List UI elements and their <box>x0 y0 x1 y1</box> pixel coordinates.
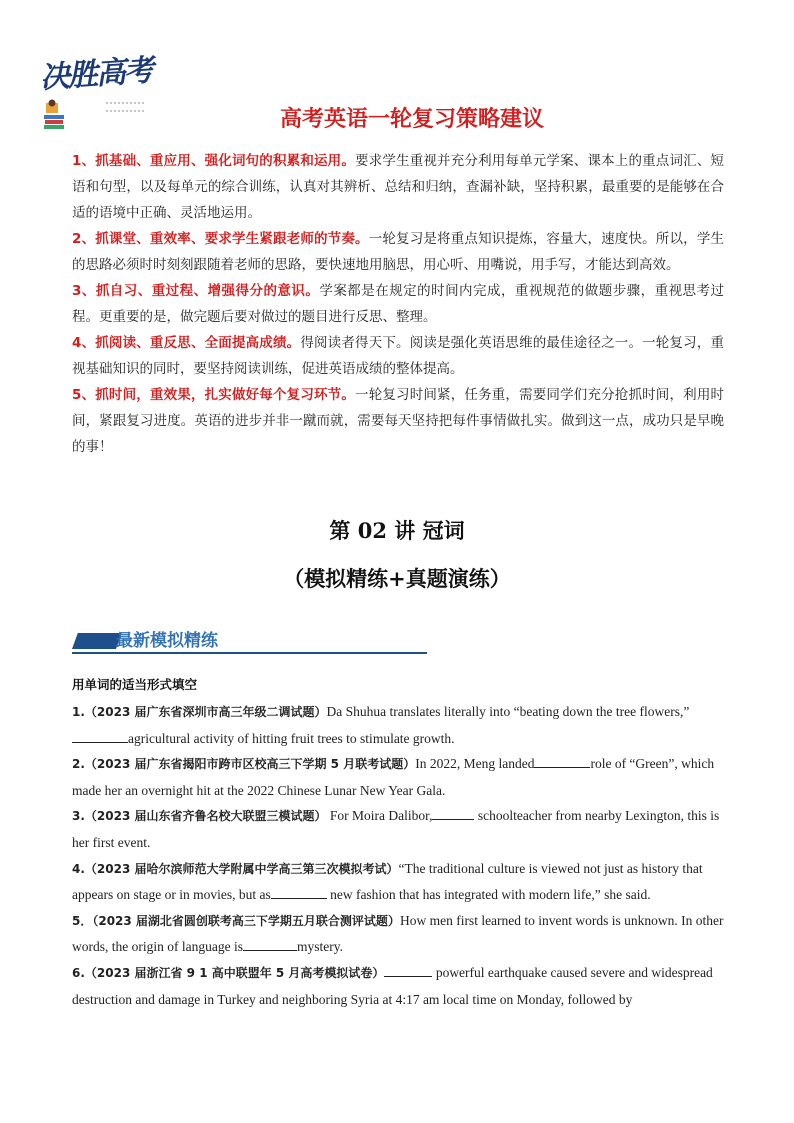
answer-blank[interactable] <box>534 755 590 768</box>
strategy-item <box>72 278 724 330</box>
strategy-body: 要求学生重视并充分利用每单元学案、课本上的重点词汇、短语和句型，以及每单元的综合训练，认真对其辨析、总结和归纳，查漏补缺，坚持积累，最重要的是能够在合适的语境中正确、灵活地运用。 <box>72 153 724 221</box>
question-item <box>72 803 724 855</box>
answer-blank[interactable] <box>243 938 297 951</box>
question-source: （2023 届湖北省圆创联考高三下学期五月联合测评试题） <box>92 913 400 928</box>
question-text-before: For Moira Dalibor, <box>326 808 433 824</box>
strategy-body: 学案都是在规定的时间内完成，重视规范的做题步骤，重视思考过程。更重要的是，做完题后要对做过的题目进行反思、整理。 <box>72 283 724 325</box>
strategy-highlight: 3、抓自习、重过程、增强得分的意识。 <box>72 283 320 299</box>
question-source: （2023 届广东省揭阳市跨市区校高三下学期 5 月联考试题） <box>84 757 416 772</box>
answer-blank[interactable] <box>384 964 432 977</box>
question-item <box>72 960 724 1012</box>
strategy-body: 一轮复习时间紧，任务重，需要同学们充分抢抓时间，利用时间，紧跟复习进度。英语的进步并非一蹴而就，需要每天坚持把每件事情做扎实。做到这一点，成功只是早晚的事！ <box>72 387 724 455</box>
strategy-body: 一轮复习是将重点知识提炼，容量大，速度快。所以，学生的思路必须时时刻刻跟随着老师的思路，要快速地用脑思，用心听、用嘴说，用手写，才能达到高效。 <box>72 231 724 273</box>
question-list <box>72 699 724 1012</box>
lecture-subtitle: （模拟精练+真题演练） <box>283 566 511 591</box>
question-text-after: new fashion that has integrated with modern life,” she said. <box>326 887 651 903</box>
logo-text: 决胜高考 <box>38 53 154 96</box>
strategy-highlight: 1、抓基础、重应用、强化词句的积累和运用。 <box>72 153 356 169</box>
question-text-after: agricultural activity of hitting fruit trees to stimulate growth. <box>128 730 455 746</box>
strategy-highlight: 2、抓课堂、重效率、要求学生紧跟老师的节奏。 <box>72 231 369 247</box>
instruction: 用单词的适当形式填空 <box>72 677 198 692</box>
answer-blank[interactable] <box>271 886 327 899</box>
question-text-after: mystery. <box>296 939 343 955</box>
question-number: 3. <box>72 809 85 824</box>
section-bar-icon <box>72 633 122 649</box>
strategy-item <box>72 148 724 226</box>
question-item <box>72 699 724 751</box>
question-text-before: In 2022, Meng landed <box>415 756 535 772</box>
question-text-after: schoolteacher from nearby Lexington, this is her first event. <box>72 808 720 850</box>
question-source: （2023 届山东省齐鲁名校大联盟三模试题） <box>84 809 327 824</box>
section-header <box>72 628 432 656</box>
strategy-highlight: 4、抓阅读、重反思、全面提高成绩。 <box>72 335 301 351</box>
question-source: （2023 届广东省深圳市高三年级二调试题） <box>84 705 327 719</box>
answer-blank[interactable] <box>432 807 474 820</box>
answer-blank[interactable] <box>72 730 128 743</box>
question-item <box>72 908 724 960</box>
question-text-before: How men first learned to invent words is unknown. In other words, the origin of language is <box>72 912 724 955</box>
section-title: 最新模拟精练 <box>116 631 218 651</box>
strategy-item <box>72 330 724 382</box>
strategy-list <box>72 148 724 460</box>
strategy-item <box>72 382 724 460</box>
question-source: （2023 届哈尔滨师范大学附属中学高三第三次模拟考试） <box>84 861 399 876</box>
question-number: 1. <box>72 705 85 719</box>
question-text-after: powerful earthquake caused severe and widespread destruction and damage in Turkey and neighboring Syria at 4:17 am local time on Monday, followed by <box>72 964 713 1007</box>
question-text-after: role of “Green”, which made her an overnight hit at the 2022 Chinese Lunar New Year Gala. <box>72 756 715 798</box>
question-text-before: “The traditional culture is viewed not just as history that appears on stage or in movies, but as <box>72 860 703 903</box>
question-item <box>72 856 724 908</box>
section-divider <box>72 652 427 654</box>
question-number: 6. <box>72 965 85 980</box>
strategy-body: 得阅读者得天下。阅读是强化英语思维的最佳途径之一。一轮复习，重视基础知识的同时，要坚持阅读训练，促进英语成绩的整体提高。 <box>72 335 724 377</box>
question-text-before: Da Shuhua translates literally into “beating down the tree flowers,” <box>326 704 690 719</box>
lecture-title: 第 02 讲 冠词 <box>329 518 465 543</box>
question-source: （2023 届浙江省 9 1 高中联盟年 5 月高考模拟试卷） <box>84 965 385 980</box>
strategy-highlight: 5、抓时间，重效果，扎实做好每个复习环节。 <box>72 387 356 403</box>
question-item <box>72 751 724 803</box>
strategy-item <box>72 226 724 278</box>
question-number: 2. <box>72 757 85 772</box>
question-number: 5． <box>72 913 93 928</box>
main-title: 高考英语一轮复习策略建议 <box>279 107 544 132</box>
question-number: 4. <box>72 861 85 876</box>
